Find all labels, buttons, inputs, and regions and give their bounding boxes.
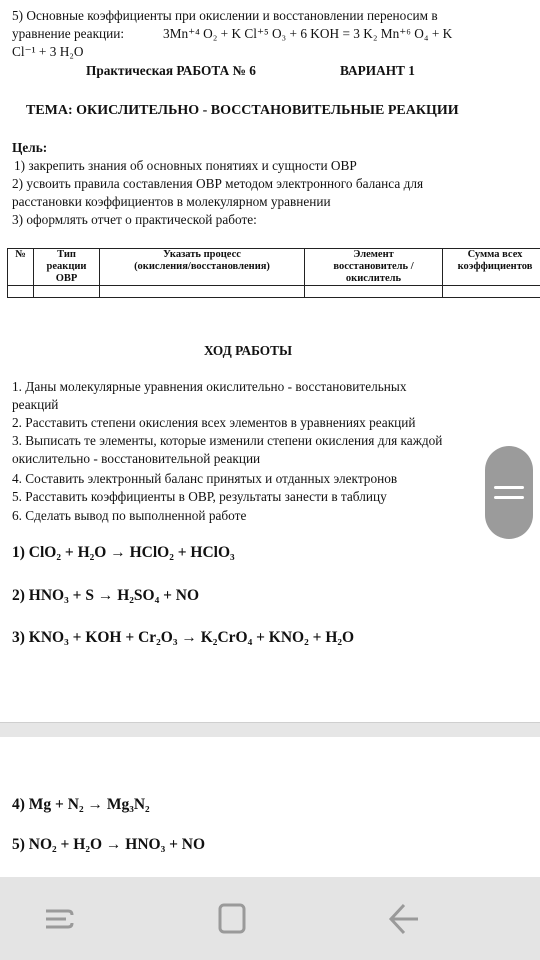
- equation-4: 4) Mg + N₂ → Mg₃N₂: [12, 796, 150, 813]
- results-table: [7, 248, 540, 298]
- table-header-line: окислитель: [345, 273, 402, 284]
- goal-label: Цель:: [12, 140, 48, 155]
- intro-line-1: 5) Основные коэффициенты при окислении и восстановлении переносим в: [12, 8, 438, 23]
- table-header-cell: [443, 249, 540, 286]
- scroll-handle[interactable]: [485, 446, 533, 539]
- equation-5: 5) NO₂ + H₂O → HNO₃ + NO: [12, 836, 206, 853]
- step-line: реакций: [12, 397, 59, 412]
- goal-item: 3) оформлять отчет о практической работе:: [12, 212, 257, 227]
- navigation-bar: [0, 877, 540, 960]
- table-cell: [305, 286, 443, 298]
- home-icon: [210, 897, 254, 941]
- step-line: 4. Составить электронный баланс принятых и отданных электронов: [12, 471, 398, 486]
- step-line: 6. Сделать вывод по выполненной работе: [12, 508, 247, 523]
- table-header-line: Сумма всех: [467, 249, 523, 260]
- table-cell: [100, 286, 305, 298]
- table-header-row: [8, 249, 540, 286]
- page-gap: [0, 723, 540, 737]
- practical-title: Практическая РАБОТА № 6: [86, 63, 256, 78]
- step-line: 1. Даны молекулярные уравнения окислительно - восстановительных: [12, 379, 407, 394]
- document-page-2: [0, 737, 540, 877]
- goal-item: 1) закрепить знания об основных понятиях и сущности ОВР: [14, 158, 357, 173]
- table-header-line: Тип: [57, 249, 76, 260]
- goal-item: расстановки коэффициентов в молекулярном уравнении: [12, 194, 331, 209]
- progress-title: ХОД РАБОТЫ: [204, 343, 293, 358]
- equation-3: 3) KNO₃ + KOH + Cr₂O₃ → K₂CrO₄ + KNO₂ + H₂O: [12, 629, 355, 646]
- recent-apps-icon: [38, 897, 82, 941]
- table-header-line: Указать процесс: [163, 249, 241, 260]
- table-header-line: Элемент: [353, 249, 394, 260]
- goal-item: 2) усвоить правила составления ОВР методом электронного баланса для: [12, 176, 424, 191]
- step-line: окислительно - восстановительной реакции: [12, 451, 261, 466]
- table-header-line: реакции: [46, 261, 87, 272]
- table-header-line: ОВР: [55, 273, 78, 284]
- table-cell: [443, 286, 540, 298]
- intro-line-2-label: уравнение реакции:: [12, 26, 125, 41]
- intro-equation: 3Mn⁺⁴ O₂ + K Cl⁺⁵ O₃ + 6 KOH = 3 K₂ Mn⁺⁶ O₄ + K: [163, 26, 453, 41]
- topic-heading: ТЕМА: ОКИСЛИТЕЛЬНО - ВОССТАНОВИТЕЛЬНЫЕ РЕАКЦИИ: [26, 103, 459, 118]
- table-header-cell: [305, 249, 443, 286]
- table-header-line: коэффициентов: [457, 261, 533, 272]
- variant-label: ВАРИАНТ 1: [340, 63, 415, 78]
- table-header-line: (окисления/восстановления): [134, 261, 270, 272]
- home-button[interactable]: [210, 897, 254, 941]
- back-button[interactable]: [382, 897, 426, 941]
- table-row: [8, 286, 540, 298]
- table-cell: [34, 286, 100, 298]
- intro-line-3: Cl⁻¹ + 3 H₂O: [12, 44, 84, 59]
- table-cell: [8, 286, 34, 298]
- back-icon: [382, 897, 426, 941]
- table-header-cell: [100, 249, 305, 286]
- table-header-line: №: [15, 249, 26, 260]
- table-header-line: восстановитель /: [333, 261, 414, 272]
- table-header-cell: [34, 249, 100, 286]
- step-line: 5. Расставить коэффициенты в ОВР, результаты занести в таблицу: [12, 489, 387, 504]
- handle-grip-line: [494, 486, 524, 489]
- table-header-cell: [8, 249, 34, 286]
- equation-2: 2) HNO₃ + S → H₂SO₄ + NO: [12, 587, 200, 604]
- step-line: 2. Расставить степени окисления всех элементов в уравнениях реакций: [12, 415, 416, 430]
- step-line: 3. Выписать те элементы, которые изменили степени окисления для каждой: [12, 433, 443, 448]
- recent-apps-button[interactable]: [38, 897, 82, 941]
- handle-grip-line: [494, 496, 524, 499]
- equation-1: 1) ClO₂ + H₂O → HClO₂ + HClO₃: [12, 544, 235, 561]
